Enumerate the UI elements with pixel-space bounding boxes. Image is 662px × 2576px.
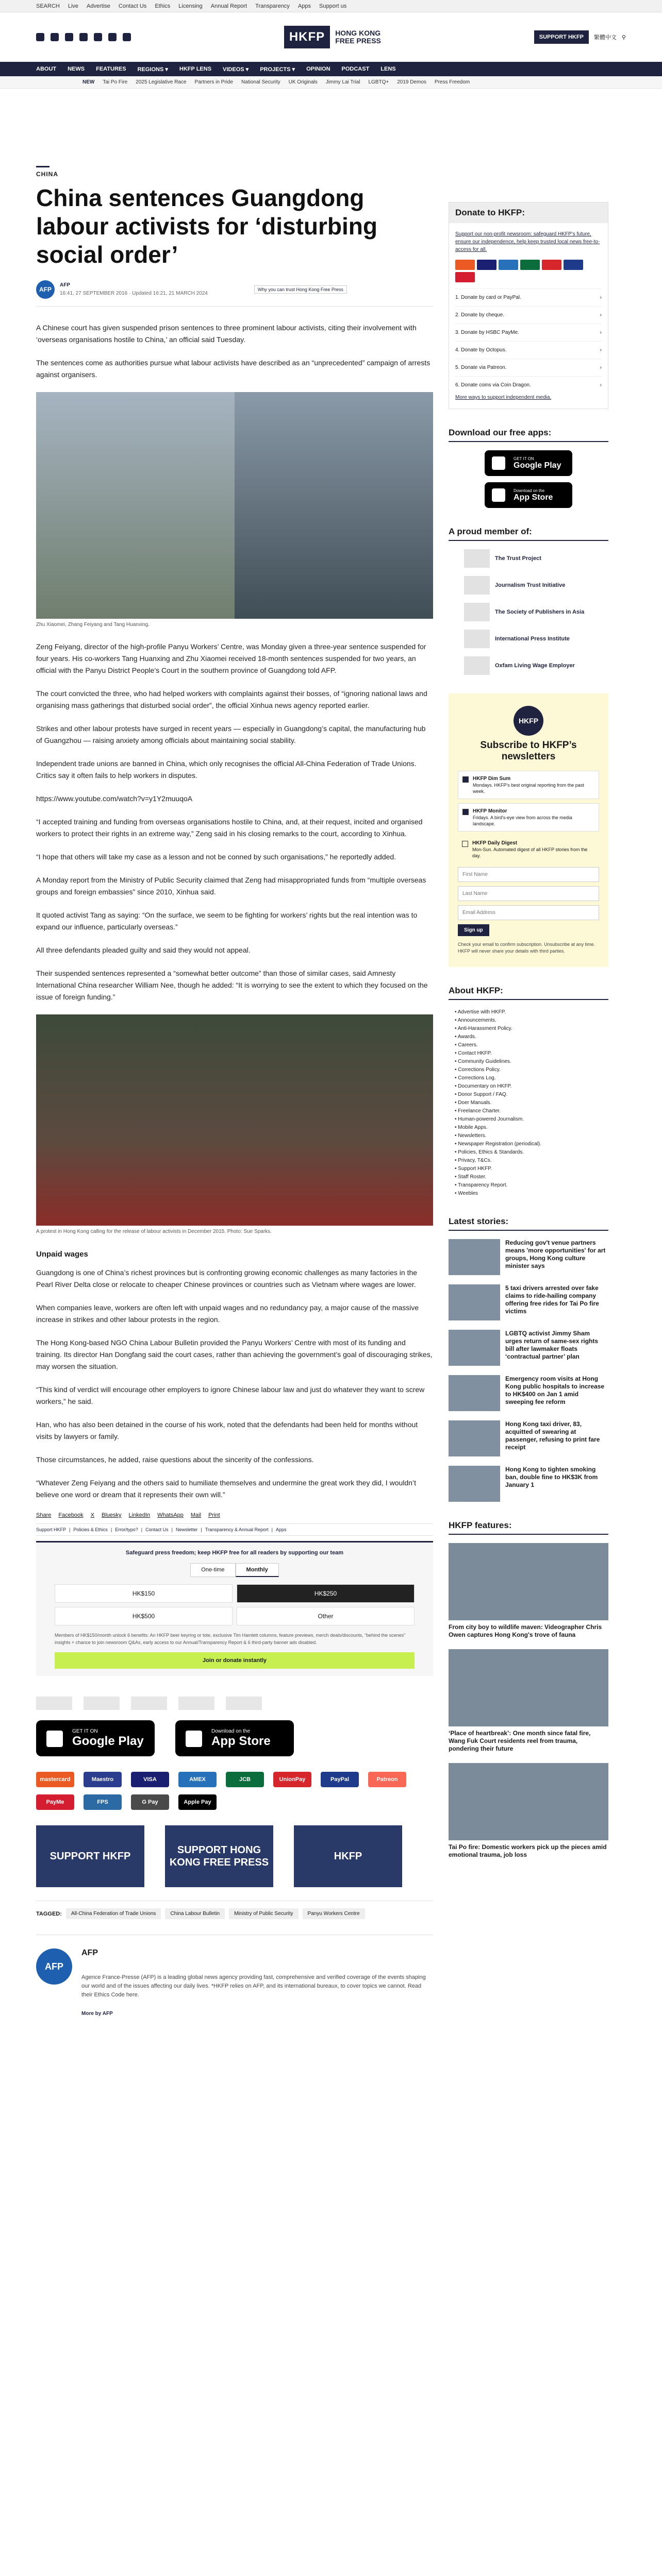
- paragraph: “This kind of verdict will encourage other employers to ignore Chinese labour law and just do whatever they want to screw workers,” he said.: [36, 1385, 425, 1405]
- paragraph: Han, who has also been detained in the course of his work, noted that the defendants had been held for months without visits by lawyers or family.: [36, 1420, 418, 1440]
- about-link[interactable]: • Documentary on HKFP.: [455, 1082, 608, 1091]
- feature-headline: Tai Po fire: Domestic workers pick up the pieces amid emotional trauma, job loss: [449, 1843, 607, 1858]
- category-label: CHINA: [36, 171, 58, 178]
- more-ways-link[interactable]: More ways to support independent media.: [455, 395, 552, 400]
- logo-line-1: HONG KONG: [335, 29, 381, 37]
- trending-item[interactable]: Jimmy Lai Trial: [325, 79, 360, 85]
- org-logo: [464, 549, 490, 568]
- mastercard-icon: [455, 260, 475, 270]
- about-link[interactable]: • Donor Support / FAQ.: [455, 1091, 608, 1099]
- share-label: Share: [36, 1512, 52, 1518]
- payment-logo[interactable]: JCB: [226, 1772, 264, 1787]
- story-headline: LGBTQ activist Jimmy Sham urges return of same-sex rights bill after lawmaker floats ‘contractual partner’ plan: [505, 1330, 599, 1360]
- store-small: GET IT ON: [514, 456, 534, 461]
- author-box: [36, 1935, 433, 2016]
- nav-regions[interactable]: REGIONS ▾: [137, 66, 168, 73]
- updated-date: Updated 16:21, 21 MARCH 2024: [132, 291, 208, 296]
- about-link[interactable]: • Freelance Charter.: [455, 1107, 608, 1115]
- app-store-row: [36, 1720, 433, 1756]
- newsletter-option[interactable]: [458, 803, 599, 832]
- jti-logo[interactable]: [84, 1697, 120, 1710]
- main-nav: [0, 62, 662, 76]
- amount-option[interactable]: HK$250: [237, 1584, 415, 1603]
- option-label: 3. Donate by HSBC PayMe.: [455, 330, 519, 335]
- paragraph: It quoted activist Tang as saying: “On the surface, we seem to be fighting for workers’ rights but the real intention was to expand our influence, particularly overseas.”: [36, 911, 418, 931]
- about-link[interactable]: • Transparency Report.: [455, 1181, 608, 1190]
- rss-icon[interactable]: [123, 33, 131, 41]
- logo-line-2: FREE PRESS: [335, 37, 381, 45]
- topbar-advertise[interactable]: Advertise: [87, 3, 110, 9]
- donate-benefits: Members of HK$150/month unlock 6 benefits: An HKFP beer keyring or tote, exclusive Tim Hamlett columns, feature previews, merch deals/discounts, “behind the scenes” insights + chance to join newsroom Q&As, early access to our Annual/Transparency Report & 6 third-party banner ads disabled.: [55, 1633, 406, 1645]
- donate-option[interactable]: [455, 359, 602, 376]
- donate-panel-title: Donate to HKFP:: [449, 202, 608, 223]
- store-big: Google Play: [514, 461, 561, 470]
- paragraph: The court convicted the three, who had helped workers with complaints against their bosses, of “ignoring national laws and organising mass gatherings that disturbed social order”, the official Xinhua news agency reported earlier.: [36, 689, 427, 709]
- latest-story[interactable]: [449, 1466, 608, 1502]
- paragraph: Their suspended sentences represented a “somewhat better outcome” than those of similar cases, said Amnesty International China researcher William Nee, though he added: “It is worrying to see the extent to which they focused on the issue of foreign funding.”: [36, 969, 428, 1001]
- donate-option[interactable]: [455, 306, 602, 324]
- amount-option[interactable]: HK$150: [55, 1584, 233, 1603]
- latest-story[interactable]: [449, 1330, 608, 1366]
- nav-about[interactable]: ABOUT: [36, 66, 57, 72]
- trending-item[interactable]: Partners in Pride: [194, 79, 234, 85]
- sopa-logo[interactable]: [131, 1697, 167, 1710]
- share-print[interactable]: Print: [208, 1512, 220, 1518]
- paragraph: A Chinese court has given suspended prison sentences to three prominent labour activists, citing their involvement with ‘overseas organisations hostile to China,’ an official said Tuesday.: [36, 324, 417, 344]
- about-link[interactable]: • Anti-Harassment Policy.: [455, 1025, 608, 1033]
- byline-meta: AFP 16:41, 27 SEPTEMBER 2016 · Updated 16:21, 21 MARCH 2024: [60, 282, 208, 296]
- nl-desc: Fridays. A bird's-eye view from across the media landscape.: [473, 815, 572, 826]
- payment-logo[interactable]: AMEX: [178, 1772, 217, 1787]
- checkbox-checked-icon[interactable]: [462, 776, 469, 783]
- footer-link[interactable]: Support HKFP: [36, 1527, 67, 1532]
- about-link[interactable]: • Awards.: [455, 1033, 608, 1041]
- photo-caption: A protest in Hong Kong calling for the release of labour activists in December 2015. Photo: Sue Sparks.: [36, 1229, 272, 1234]
- article-footer-links: Support HKFP | Policies & Ethics | Error/typo? | Contact Us | Newsletter | Transparency & Annual Report | Apps: [36, 1523, 433, 1536]
- nav-podcast[interactable]: PODCAST: [341, 66, 370, 72]
- trending-item[interactable]: 2025 Legislative Race: [136, 79, 187, 85]
- logo-text: [335, 29, 381, 45]
- member-org[interactable]: [464, 656, 593, 675]
- footer-link[interactable]: Contact Us: [145, 1527, 169, 1532]
- trending-label: NEW: [82, 79, 95, 85]
- subheading: Unpaid wages: [36, 1250, 88, 1259]
- tag[interactable]: All-China Federation of Trade Unions: [66, 1908, 161, 1919]
- trending-bar: [0, 76, 662, 89]
- story-thumbnail: [449, 1375, 500, 1411]
- google-play-icon: [492, 456, 505, 470]
- footer-link[interactable]: Newsletter: [176, 1527, 198, 1532]
- tags-label: TAGGED:: [36, 1910, 62, 1917]
- apple-icon: [492, 488, 505, 502]
- amex-icon: [499, 260, 518, 270]
- header-actions: [534, 30, 626, 44]
- about-link[interactable]: • Newsletters.: [455, 1132, 608, 1140]
- youtube-icon[interactable]: [79, 33, 88, 41]
- feature-story[interactable]: [449, 1763, 608, 1859]
- member-badges-row: [36, 1697, 433, 1710]
- donate-amounts: [55, 1584, 415, 1625]
- paragraph: “I accepted training and funding from overseas organisations hostile to China, and, at their request, incited and organised workers to protect their rights in an extreme way,” Zeng said in his closing remarks to the court, according to Xinhua.: [36, 818, 423, 838]
- more-by-author[interactable]: More by AFP: [81, 2011, 113, 2016]
- payment-logo[interactable]: Patreon: [368, 1772, 406, 1787]
- share-mail[interactable]: Mail: [190, 1512, 202, 1518]
- byline: [36, 280, 433, 307]
- author-avatar-large[interactable]: AFP: [36, 1948, 72, 1985]
- footer-link[interactable]: Transparency & Annual Report: [205, 1527, 269, 1532]
- store-big: App Store: [514, 493, 553, 502]
- ipi-logo[interactable]: [178, 1697, 214, 1710]
- topbar-apps[interactable]: Apps: [297, 3, 311, 9]
- features-title: HKFP features:: [449, 1520, 608, 1535]
- video-link[interactable]: https://www.youtube.com/watch?v=y1Y2muuqoA: [36, 794, 193, 803]
- amount-option[interactable]: Other: [237, 1607, 415, 1625]
- topbar-contact[interactable]: Contact Us: [118, 3, 147, 9]
- photo-left: [36, 392, 235, 619]
- option-label: 6. Donate coins via Coin Dragon.: [455, 382, 531, 388]
- donate-option[interactable]: [455, 341, 602, 359]
- share-whatsapp[interactable]: WhatsApp: [157, 1512, 184, 1518]
- unionpay-icon: [542, 260, 561, 270]
- payment-logo[interactable]: UnionPay: [273, 1772, 311, 1787]
- apple-icon: [186, 1731, 202, 1747]
- story-headline: Hong Kong taxi driver, 83, acquitted of swearing at passenger, refusing to print fare receipt: [505, 1420, 600, 1451]
- about-link[interactable]: • Corrections Log.: [455, 1074, 608, 1082]
- paragraph: The sentences come as authorities pursue what labour activists have described as an “unprecedented” campaign of arrests against organisers.: [36, 359, 431, 379]
- feature-story[interactable]: [449, 1543, 608, 1639]
- about-link[interactable]: • Newspaper Registration (periodical).: [455, 1140, 608, 1148]
- topbar-live[interactable]: Live: [68, 3, 79, 9]
- share-linkedin[interactable]: LinkedIn: [128, 1512, 151, 1518]
- feature-headline: From city boy to wildlife maven: Videographer Chris Owen captures Hong Kong's trove of fauna: [449, 1623, 602, 1638]
- latest-story[interactable]: [449, 1375, 608, 1411]
- topbar-search[interactable]: SEARCH: [36, 3, 60, 9]
- newsletter-title: Subscribe to HKFP’s newsletters: [480, 740, 577, 762]
- newsletter-option[interactable]: [458, 771, 599, 799]
- feature-headline: ‘Place of heartbreak’: One month since fatal fire, Wang Fuk Court residents reel from trauma, pondering their future: [449, 1730, 591, 1752]
- story-headline: Hong Kong to tighten smoking ban, double fine to HK$3K from January 1: [505, 1466, 598, 1488]
- newsletter-option[interactable]: [458, 836, 599, 863]
- about-link[interactable]: • Contact HKFP.: [455, 1049, 608, 1058]
- tag[interactable]: China Labour Bulletin: [165, 1908, 225, 1919]
- org-name: The Trust Project: [495, 555, 541, 562]
- article-title: China sentences Guangdong labour activists for ‘disturbing social order’: [36, 184, 377, 268]
- facebook-icon[interactable]: [36, 33, 44, 41]
- topbar-licensing[interactable]: Licensing: [178, 3, 203, 9]
- trust-badge[interactable]: Why you can trust Hong Kong Free Press: [254, 285, 347, 294]
- x-icon[interactable]: [51, 33, 59, 41]
- org-logo: [464, 630, 490, 648]
- chevron-right-icon: ›: [600, 365, 602, 370]
- payment-logo[interactable]: mastercard: [36, 1772, 74, 1787]
- member-org[interactable]: [464, 603, 593, 621]
- trending-item[interactable]: UK Originals: [288, 79, 318, 85]
- newsletter-fineprint: Check your email to confirm subscription. Unsubscribe at any time. HKFP will never share your details with third parties.: [458, 942, 595, 954]
- sidebar-google-play[interactable]: [485, 450, 572, 476]
- oxfam-logo[interactable]: [226, 1697, 262, 1710]
- about-link[interactable]: • Human-powered Journalism.: [455, 1115, 608, 1124]
- chevron-right-icon: ›: [600, 312, 602, 318]
- member-org[interactable]: [464, 549, 593, 568]
- photo-caption: Zhu Xiaomei, Zhang Feiyang and Tang Huanxing.: [36, 622, 150, 628]
- donate-option[interactable]: [455, 324, 602, 341]
- share-bar: [36, 1512, 433, 1518]
- about-link[interactable]: • Privacy, T&Cs.: [455, 1157, 608, 1165]
- publish-date: 16:41, 27 SEPTEMBER 2016: [60, 291, 128, 296]
- member-org[interactable]: [464, 576, 593, 595]
- payment-methods: [36, 1772, 433, 1810]
- paragraph: “I hope that others will take my case as a lesson and not be conned by such organisations,” he reportedly added.: [36, 853, 396, 861]
- trending-item[interactable]: Tai Po Fire: [103, 79, 128, 85]
- instagram-icon[interactable]: [65, 33, 73, 41]
- story-thumbnail: [449, 1420, 500, 1456]
- social-icons: [36, 33, 131, 41]
- paypal-icon: [564, 260, 583, 270]
- top-utility-bar: [0, 0, 662, 12]
- tag[interactable]: Panyu Workers Centre: [303, 1908, 365, 1919]
- topbar-transparency[interactable]: Transparency: [255, 3, 290, 9]
- chevron-right-icon: ›: [600, 330, 602, 335]
- about-link[interactable]: • Careers.: [455, 1041, 608, 1049]
- share-facebook[interactable]: Facebook: [58, 1512, 84, 1518]
- store-small: Download on the: [514, 488, 545, 493]
- chevron-right-icon: ›: [600, 347, 602, 353]
- option-label: 1. Donate by card or PayPal.: [455, 295, 521, 300]
- nl-name: HKFP Monitor: [473, 808, 507, 814]
- feature-image: [449, 1649, 608, 1726]
- story-thumbnail: [449, 1239, 500, 1275]
- story-headline: 5 taxi drivers arrested over fake claims to ride-hailing company offering free rides for Tai Po fire victims: [505, 1284, 599, 1315]
- latest-title: Latest stories:: [449, 1216, 608, 1231]
- footer-link[interactable]: Policies & Ethics: [73, 1527, 108, 1532]
- apps-title: Download our free apps:: [449, 428, 608, 442]
- footer-link[interactable]: Apps: [275, 1527, 287, 1532]
- site-logo[interactable]: [284, 26, 381, 48]
- paragraph: Zeng Feiyang, director of the high-profile Panyu Workers’ Centre, was Monday given a three-year sentence suspended for four years. His co-workers Tang Huanxing and Zhu Xiaomei received 18-month sentences suspended for two years, an official with the Panyu District People’s Court in the southern province of Guangdong told AFP.: [36, 642, 426, 674]
- nav-lens[interactable]: LENS: [380, 66, 396, 72]
- nav-hkfp-lens[interactable]: HKFP LENS: [179, 66, 212, 72]
- paragraph: All three defendants pleaded guilty and said they would not appeal.: [36, 946, 251, 954]
- linkedin-icon[interactable]: [108, 33, 117, 41]
- nl-name: HKFP Dim Sum: [473, 776, 511, 782]
- bluesky-icon[interactable]: [94, 33, 102, 41]
- nl-desc: Mondays. HKFP's best original reporting from the past week.: [473, 783, 584, 794]
- checkbox-checked-icon[interactable]: [462, 809, 469, 815]
- share-bluesky[interactable]: Bluesky: [102, 1512, 122, 1518]
- story-headline: Reducing gov't venue partners means 'more opportunities' for art groups, Hong Kong culture minister says: [505, 1239, 606, 1269]
- google-play-icon: [46, 1731, 63, 1747]
- payment-logo[interactable]: FPS: [84, 1794, 122, 1810]
- payment-logo[interactable]: PayPal: [321, 1772, 359, 1787]
- member-title: A proud member of:: [449, 527, 608, 541]
- feature-image: [449, 1543, 608, 1620]
- about-link[interactable]: • Doer Manuals.: [455, 1099, 608, 1107]
- article-category[interactable]: [36, 166, 433, 178]
- trending-item[interactable]: National Security: [241, 79, 280, 85]
- payment-logo[interactable]: PayMe: [36, 1794, 74, 1810]
- author-avatar[interactable]: AFP: [36, 280, 55, 299]
- article-column: [36, 89, 433, 2016]
- feature-image: [449, 1763, 608, 1840]
- jcb-icon: [520, 260, 540, 270]
- amount-option[interactable]: HK$500: [55, 1607, 233, 1625]
- latest-story[interactable]: [449, 1284, 608, 1320]
- paragraph: Independent trade unions are banned in China, which only recognises the official All-China Federation of Trade Unions. Critics say it often fails to help workers in disputes.: [36, 759, 417, 779]
- donate-option[interactable]: [455, 376, 602, 394]
- about-link[interactable]: • Weebles: [455, 1190, 608, 1198]
- trending-item[interactable]: Press Freedom: [434, 79, 470, 85]
- protest-photo: [36, 1014, 433, 1226]
- about-link[interactable]: • Mobile Apps.: [455, 1124, 608, 1132]
- paragraph: A Monday report from the Ministry of Public Security claimed that Zeng had misappropriated funds from “multiple overseas groups and foreign embassies” since 2010, Xinhua said.: [36, 876, 426, 896]
- paragraph: “Whatever Zeng Feiyang and the others said to humiliate themselves and undermine the great work they did, I wouldn’t believe one word or dream that it represents their own will.”: [36, 1479, 416, 1499]
- promo-banner[interactable]: SUPPORT HKFP: [36, 1825, 144, 1887]
- nav-news[interactable]: NEWS: [68, 66, 85, 72]
- nl-desc: Mon-Sun. Automated digest of all HKFP stories from the day.: [472, 847, 588, 858]
- option-label: 2. Donate by cheque.: [455, 312, 505, 318]
- payment-logo[interactable]: G Pay: [131, 1794, 169, 1810]
- org-name: International Press Institute: [495, 636, 570, 642]
- member-org[interactable]: [464, 630, 593, 648]
- support-hkfp-button[interactable]: SUPPORT HKFP: [534, 30, 589, 44]
- paragraph: Guangdong is one of China’s richest provinces but is confronting growing economic challenges as many factories in the Pearl River Delta close or relocate to cheaper Chinese provinces or countries such as Vietnam where wages are lower.: [36, 1268, 418, 1289]
- email-input[interactable]: [458, 905, 599, 920]
- about-link[interactable]: • Support HKFP.: [455, 1165, 608, 1173]
- language-switch[interactable]: 繁體中文: [593, 35, 617, 41]
- chevron-right-icon: ›: [600, 382, 602, 388]
- about-link[interactable]: • Corrections Policy.: [455, 1066, 608, 1074]
- nav-features[interactable]: FEATURES: [96, 66, 126, 72]
- article-tags: [36, 1901, 433, 1919]
- tag[interactable]: Ministry of Public Security: [229, 1908, 298, 1919]
- feature-story[interactable]: [449, 1649, 608, 1753]
- story-thumbnail: [449, 1466, 500, 1502]
- newsletter-signup: [449, 693, 608, 967]
- nav-videos[interactable]: VIDEOS ▾: [223, 66, 249, 73]
- support-promos: [36, 1825, 433, 1887]
- share-x[interactable]: X: [90, 1512, 95, 1518]
- about-link[interactable]: • Community Guidelines.: [455, 1058, 608, 1066]
- author-box-name[interactable]: AFP: [81, 1948, 98, 1957]
- about-link[interactable]: • Announcements.: [455, 1016, 608, 1025]
- app-store-badge[interactable]: [175, 1720, 294, 1756]
- visa-icon: [477, 260, 496, 270]
- trending-item[interactable]: LGBTQ+: [368, 79, 389, 85]
- newsletter-logo: HKFP: [514, 706, 543, 736]
- about-title: About HKFP:: [449, 986, 608, 1000]
- about-link[interactable]: • Policies, Ethics & Standards.: [455, 1148, 608, 1157]
- trending-item[interactable]: 2019 Demos: [397, 79, 426, 85]
- promo-banner[interactable]: HKFP: [294, 1825, 402, 1887]
- story-headline: Emergency room visits at Hong Kong public hospitals to increase to HK$400 on Jan 1 amid sweeping fee reform: [505, 1375, 605, 1405]
- org-logo: [464, 603, 490, 621]
- checkbox-icon[interactable]: [462, 841, 468, 847]
- payment-logo[interactable]: VISA: [131, 1772, 169, 1787]
- store-big: Google Play: [72, 1734, 144, 1748]
- join-donate-button[interactable]: Join or donate instantly: [55, 1652, 415, 1669]
- photo-right: [235, 392, 433, 619]
- search-icon[interactable]: ⚲: [621, 34, 626, 41]
- about-link[interactable]: • Staff Roster.: [455, 1173, 608, 1181]
- freq-one-time[interactable]: One-time: [190, 1563, 235, 1577]
- payment-logo[interactable]: Apple Pay: [178, 1794, 217, 1810]
- sidebar: [449, 89, 608, 2016]
- about-link[interactable]: • Advertise with HKFP.: [455, 1008, 608, 1016]
- footer-link[interactable]: Error/typo?: [115, 1527, 138, 1532]
- card-logos: [455, 260, 602, 282]
- topbar-support[interactable]: Support us: [319, 3, 347, 9]
- trust-project-logo[interactable]: [36, 1697, 72, 1710]
- first-name-input[interactable]: [458, 867, 599, 882]
- latest-story[interactable]: [449, 1239, 608, 1275]
- store-big: App Store: [211, 1734, 271, 1748]
- promo-banner[interactable]: SUPPORT HONG KONG FREE PRESS: [165, 1825, 273, 1887]
- sidebar-app-store[interactable]: [485, 482, 572, 508]
- option-label: 5. Donate via Patreon.: [455, 365, 507, 370]
- org-logo: [464, 576, 490, 595]
- donate-option[interactable]: [455, 289, 602, 306]
- donate-intro-link[interactable]: Support our non-profit newsroom: safeguard HKFP’s future, ensure our independence, help keep trusted local news free-to-access for all.: [455, 231, 600, 252]
- freq-monthly[interactable]: Monthly: [236, 1563, 279, 1577]
- payme-icon: [455, 272, 475, 282]
- topbar-annual-report[interactable]: Annual Report: [210, 3, 247, 9]
- donate-widget: [36, 1541, 433, 1676]
- org-logo: [464, 656, 490, 675]
- org-name: Journalism Trust Initiative: [495, 582, 566, 588]
- nav-projects[interactable]: PROJECTS ▾: [260, 66, 295, 73]
- org-name: The Society of Publishers in Asia: [495, 609, 585, 615]
- google-play-badge[interactable]: [36, 1720, 155, 1756]
- paragraph: Those circumstances, he added, raise questions about the sincerity of the confessions.: [36, 1455, 314, 1464]
- story-thumbnail: [449, 1330, 500, 1366]
- paragraph: When companies leave, workers are often left with unpaid wages and no redundancy pay, a major cause of the massive increase in strikes and other labour protests in the region.: [36, 1303, 419, 1324]
- store-small: GET IT ON: [72, 1728, 98, 1734]
- paragraph: Strikes and other labour protests have surged in recent years — especially in Guangdong’s capital, the manufacturing hub of Guangzhou — raising anxiety among officials about maintaining social stability.: [36, 724, 426, 744]
- paragraph: The Hong Kong-based NGO China Labour Bulletin provided the Panyu Workers’ Centre with most of its funding and training. Its director Han Dongfang said the court cases, rather than achieving the government’s goal of discouraging strikes, may worsen the situation.: [36, 1338, 433, 1370]
- chevron-right-icon: ›: [600, 295, 602, 300]
- author-name[interactable]: AFP: [60, 282, 70, 288]
- org-name: Oxfam Living Wage Employer: [495, 663, 575, 669]
- category-rule: [36, 166, 49, 167]
- signup-button[interactable]: Sign up: [458, 924, 489, 936]
- nav-opinion[interactable]: OPINION: [306, 66, 330, 72]
- store-small: Download on the: [211, 1728, 251, 1734]
- last-name-input[interactable]: [458, 886, 599, 901]
- option-label: 4. Donate by Octopus.: [455, 347, 507, 353]
- site-header: [0, 12, 662, 62]
- nl-name: HKFP Daily Digest: [472, 840, 518, 846]
- donate-panel: [449, 202, 608, 409]
- author-bio: Agence France-Presse (AFP) is a leading global news agency providing fast, comprehensive and verified coverage of the events shaping our world and of the issues affecting our daily lives. *HKFP relies on AFP, and its international bureaux, to cover topics we cannot. Read their Ethics Code here.: [81, 1974, 426, 1998]
- about-links: [449, 1008, 608, 1198]
- donate-headline[interactable]: Safeguard press freedom; keep HKFP free for all readers by supporting our team: [125, 1550, 344, 1556]
- payment-logo[interactable]: Maestro: [84, 1772, 122, 1787]
- activists-photo: [36, 392, 433, 619]
- donate-frequency: [55, 1563, 415, 1577]
- logo-mark: HKFP: [284, 26, 330, 48]
- story-thumbnail: [449, 1284, 500, 1320]
- topbar-ethics[interactable]: Ethics: [155, 3, 171, 9]
- latest-story[interactable]: [449, 1420, 608, 1456]
